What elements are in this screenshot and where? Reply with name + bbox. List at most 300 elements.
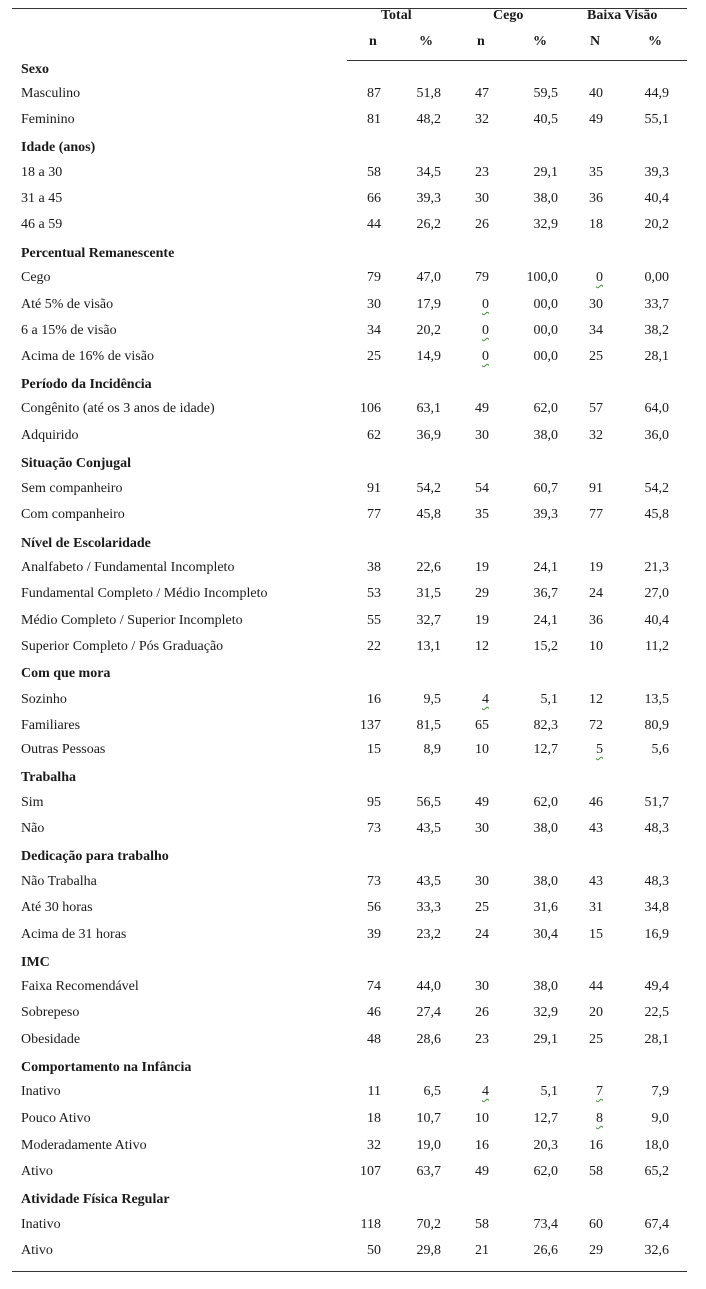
section-heading-row: [0, 62, 706, 82]
table-cell: 16,9: [644, 927, 669, 942]
table-cell: 54,2: [416, 481, 441, 496]
table-cell: 82,3: [533, 718, 558, 733]
row-label: Analfabeto / Fundamental Incompleto: [21, 560, 235, 575]
table-cell: 56,5: [416, 795, 441, 810]
table-cell: 30: [475, 821, 489, 836]
table-cell: 38: [367, 560, 381, 575]
table-cell: 65,2: [644, 1164, 669, 1179]
table-row: [0, 217, 706, 237]
table-cell: 40,4: [644, 613, 669, 628]
table-row: [0, 191, 706, 211]
table-cell: 38,0: [533, 428, 558, 443]
row-label: Inativo: [21, 1084, 61, 1099]
table-cell: 22: [367, 639, 381, 654]
section-heading-row: [0, 140, 706, 160]
table-cell: 21: [475, 1243, 489, 1258]
table-cell: 33,7: [644, 297, 669, 312]
table-cell: 25: [475, 900, 489, 915]
table-cell: 39,3: [533, 507, 558, 522]
row-label: Sozinho: [21, 692, 67, 707]
table-row: [0, 112, 706, 132]
table-cell: 9,0: [651, 1111, 669, 1126]
table-cell: 18,0: [644, 1138, 669, 1153]
table-cell: 39,3: [416, 191, 441, 206]
row-label: Adquirido: [21, 428, 79, 443]
table-cell: 30,4: [533, 927, 558, 942]
table-cell: 30: [475, 979, 489, 994]
table-row: [0, 428, 706, 448]
table-row: [0, 1164, 706, 1184]
table-cell: 63,7: [416, 1164, 441, 1179]
table-cell: 14,9: [416, 349, 441, 364]
table-cell: 10: [475, 1111, 489, 1126]
table-cell: 91: [589, 481, 603, 496]
table-cell: 26,2: [416, 217, 441, 232]
table-cell: 10: [589, 639, 603, 654]
table-cell: 29,8: [416, 1243, 441, 1258]
table-row: [0, 613, 706, 633]
section-heading: IMC: [21, 955, 50, 970]
table-cell: 45,8: [416, 507, 441, 522]
table-cell: 47,0: [416, 270, 441, 285]
table-cell: 87: [367, 86, 381, 101]
table-cell: 51,8: [416, 86, 441, 101]
table-cell: 73,4: [533, 1217, 558, 1232]
table-cell: 12,7: [533, 742, 558, 757]
row-label: Moderadamente Ativo: [21, 1138, 147, 1153]
table-cell: 36,9: [416, 428, 441, 443]
row-label: Ativo: [21, 1164, 53, 1179]
section-heading-row: [0, 770, 706, 790]
table-cell: 23: [475, 1032, 489, 1047]
table-cell: 15: [589, 927, 603, 942]
header-baixa-visao: Baixa Visão: [587, 8, 658, 23]
table-cell: 0: [482, 349, 489, 364]
table-cell: 4: [482, 692, 489, 707]
row-label: 18 a 30: [21, 165, 63, 180]
table-cell: 58: [475, 1217, 489, 1232]
table-cell: 55: [367, 613, 381, 628]
row-label: Até 5% de visão: [21, 297, 114, 312]
table-cell: 22,5: [644, 1005, 669, 1020]
table-row: [0, 1005, 706, 1025]
header-cego: Cego: [493, 8, 524, 23]
table-cell: 51,7: [644, 795, 669, 810]
table-cell: 10: [475, 742, 489, 757]
table-cell: 49: [475, 401, 489, 416]
table-cell: 43: [589, 821, 603, 836]
table-cell: 91: [367, 481, 381, 496]
row-label: Cego: [21, 270, 51, 285]
table-cell: 66: [367, 191, 381, 206]
table-row: [0, 349, 706, 369]
row-label: Superior Completo / Pós Graduação: [21, 639, 224, 654]
table-cell: 31,5: [416, 586, 441, 601]
table-cell: 38,2: [644, 323, 669, 338]
table-cell: 38,0: [533, 874, 558, 889]
table-cell: 31: [589, 900, 603, 915]
table-row: [0, 1138, 706, 1158]
row-label: Sim: [21, 795, 44, 810]
table-cell: 15: [367, 742, 381, 757]
subheader-total-n: n: [369, 34, 377, 49]
row-label: Faixa Recomendável: [21, 979, 139, 994]
table-row: [0, 795, 706, 815]
header-total: Total: [381, 8, 412, 23]
table-cell: 56: [367, 900, 381, 915]
table-cell: 44,0: [416, 979, 441, 994]
row-label: Sobrepeso: [21, 1005, 80, 1020]
table-cell: 77: [367, 507, 381, 522]
table-cell: 19: [475, 560, 489, 575]
table-row: [0, 165, 706, 185]
row-label: Com companheiro: [21, 507, 125, 522]
table-cell: 35: [475, 507, 489, 522]
table-row: [0, 927, 706, 947]
table-row: [0, 323, 706, 343]
table-cell: 29: [475, 586, 489, 601]
table-cell: 46: [589, 795, 603, 810]
table-cell: 30: [475, 191, 489, 206]
table-cell: 00,0: [533, 323, 558, 338]
table-cell: 32: [589, 428, 603, 443]
table-cell: 36,7: [533, 586, 558, 601]
table-row: [0, 401, 706, 421]
table-cell: 34,5: [416, 165, 441, 180]
table-cell: 16: [589, 1138, 603, 1153]
table-cell: 18: [367, 1111, 381, 1126]
table-cell: 39: [367, 927, 381, 942]
table-cell: 11,2: [645, 639, 669, 654]
table-cell: 43,5: [416, 821, 441, 836]
table-row: [0, 1032, 706, 1052]
table-cell: 13,1: [416, 639, 441, 654]
table-cell: 24: [589, 586, 603, 601]
section-heading-row: [0, 955, 706, 975]
table-cell: 26: [475, 217, 489, 232]
section-heading-row: [0, 849, 706, 869]
section-heading: Trabalha: [21, 770, 76, 785]
table-cell: 28,6: [416, 1032, 441, 1047]
table-cell: 48: [367, 1032, 381, 1047]
table-cell: 10,7: [416, 1111, 441, 1126]
table-cell: 81,5: [416, 718, 441, 733]
table-row: [0, 639, 706, 659]
table-cell: 70,2: [416, 1217, 441, 1232]
section-heading: Percentual Remanescente: [21, 246, 175, 261]
section-heading-row: [0, 666, 706, 686]
table-cell: 30: [589, 297, 603, 312]
table-cell: 30: [475, 428, 489, 443]
table-cell: 137: [360, 718, 381, 733]
table-cell: 30: [367, 297, 381, 312]
table-cell: 34: [589, 323, 603, 338]
row-label: Não: [21, 821, 45, 836]
table-cell: 33,3: [416, 900, 441, 915]
table-cell: 49: [475, 1164, 489, 1179]
table-cell: 81: [367, 112, 381, 127]
table-row: [0, 507, 706, 527]
row-label: Sem companheiro: [21, 481, 123, 496]
row-label: Fundamental Completo / Médio Incompleto: [21, 586, 268, 601]
table-cell: 32,6: [644, 1243, 669, 1258]
row-label: Obesidade: [21, 1032, 81, 1047]
table-cell: 36: [589, 613, 603, 628]
table-cell: 32,9: [533, 1005, 558, 1020]
table-cell: 19,0: [416, 1138, 441, 1153]
section-heading-row: [0, 246, 706, 266]
table-cell: 57: [589, 401, 603, 416]
table-cell: 19: [475, 613, 489, 628]
table-row: [0, 1111, 706, 1131]
table-cell: 0: [482, 323, 489, 338]
table-cell: 7: [596, 1084, 603, 1099]
table-cell: 34,8: [644, 900, 669, 915]
table-cell: 40,5: [533, 112, 558, 127]
table-cell: 49: [589, 112, 603, 127]
table-cell: 29,1: [533, 165, 558, 180]
table-cell: 80,9: [644, 718, 669, 733]
table-row: [0, 692, 706, 712]
table-cell: 40: [589, 86, 603, 101]
table-cell: 11: [367, 1084, 381, 1099]
table-cell: 25: [367, 349, 381, 364]
subheader-cego-pct: %: [533, 34, 547, 49]
row-label: Feminino: [21, 112, 75, 127]
table-cell: 50: [367, 1243, 381, 1258]
table-cell: 62,0: [533, 1164, 558, 1179]
row-label: Não Trabalha: [21, 874, 97, 889]
table-cell: 30: [475, 874, 489, 889]
row-label: Médio Completo / Superior Incompleto: [21, 613, 243, 628]
table-row: [0, 1217, 706, 1237]
subheader-bv-n: N: [590, 34, 601, 49]
table-cell: 23: [475, 165, 489, 180]
table-cell: 118: [360, 1217, 381, 1232]
table-cell: 16: [367, 692, 381, 707]
table-cell: 16: [475, 1138, 489, 1153]
table-cell: 5,6: [651, 742, 669, 757]
table-cell: 25: [589, 349, 603, 364]
table-cell: 22,6: [416, 560, 441, 575]
table-cell: 44,9: [644, 86, 669, 101]
table-row: [0, 270, 706, 290]
table-cell: 73: [367, 874, 381, 889]
section-heading: Situação Conjugal: [21, 456, 132, 471]
table-row: [0, 297, 706, 317]
table-cell: 8,9: [423, 742, 441, 757]
table-cell: 32: [367, 1138, 381, 1153]
table-cell: 9,5: [423, 692, 441, 707]
table-cell: 54: [475, 481, 489, 496]
table-cell: 55,1: [644, 112, 669, 127]
table-cell: 38,0: [533, 979, 558, 994]
table-cell: 79: [367, 270, 381, 285]
table-cell: 77: [589, 507, 603, 522]
section-heading: Dedicação para trabalho: [21, 849, 169, 864]
table-row: [0, 586, 706, 606]
table-cell: 12: [589, 692, 603, 707]
table-cell: 46: [367, 1005, 381, 1020]
table-cell: 23,2: [416, 927, 441, 942]
row-label: 31 a 45: [21, 191, 63, 206]
table-cell: 65: [475, 718, 489, 733]
table-top-rule: [12, 8, 687, 9]
table-cell: 48,3: [644, 874, 669, 889]
table-row: [0, 979, 706, 999]
table-cell: 62,0: [533, 795, 558, 810]
row-label: Até 30 horas: [21, 900, 93, 915]
table-row: [0, 874, 706, 894]
table-cell: 95: [367, 795, 381, 810]
subheader-total-pct: %: [419, 34, 433, 49]
row-label: 6 a 15% de visão: [21, 323, 117, 338]
table-cell: 0: [596, 270, 603, 285]
table-cell: 36: [589, 191, 603, 206]
table-cell: 13,5: [644, 692, 669, 707]
table-cell: 29,1: [533, 1032, 558, 1047]
table-cell: 24,1: [533, 613, 558, 628]
table-row: [0, 900, 706, 920]
table-cell: 15,2: [533, 639, 558, 654]
table-cell: 38,0: [533, 821, 558, 836]
row-label: Masculino: [21, 86, 81, 101]
section-heading: Atividade Física Regular: [21, 1192, 170, 1207]
table-cell: 39,3: [644, 165, 669, 180]
table-cell: 44: [367, 217, 381, 232]
table-row: [0, 86, 706, 106]
table-cell: 21,3: [644, 560, 669, 575]
table-cell: 60: [589, 1217, 603, 1232]
table-cell: 28,1: [644, 349, 669, 364]
section-heading: Sexo: [21, 62, 49, 77]
table-cell: 63,1: [416, 401, 441, 416]
section-heading-row: [0, 456, 706, 476]
table-cell: 20: [589, 1005, 603, 1020]
table-cell: 26: [475, 1005, 489, 1020]
table-cell: 5: [596, 742, 603, 757]
table-cell: 24: [475, 927, 489, 942]
table-cell: 60,7: [533, 481, 558, 496]
table-cell: 79: [475, 270, 489, 285]
row-label: Familiares: [21, 718, 81, 733]
table-cell: 32,9: [533, 217, 558, 232]
section-heading: Comportamento na Infância: [21, 1060, 192, 1075]
table-cell: 00,0: [533, 297, 558, 312]
table-cell: 59,5: [533, 86, 558, 101]
table-cell: 48,2: [416, 112, 441, 127]
table-cell: 29: [589, 1243, 603, 1258]
table-cell: 8: [596, 1111, 603, 1126]
table-cell: 5,1: [540, 1084, 558, 1099]
table-row: [0, 481, 706, 501]
subheader-cego-n: n: [477, 34, 485, 49]
table-cell: 53: [367, 586, 381, 601]
row-label: Pouco Ativo: [21, 1111, 91, 1126]
table-cell: 100,0: [526, 270, 558, 285]
table-cell: 45,8: [644, 507, 669, 522]
table-cell: 49: [475, 795, 489, 810]
table-cell: 25: [589, 1032, 603, 1047]
table-cell: 49,4: [644, 979, 669, 994]
table-cell: 62: [367, 428, 381, 443]
table-cell: 62,0: [533, 401, 558, 416]
table-cell: 72: [589, 718, 603, 733]
row-label: Inativo: [21, 1217, 61, 1232]
table-cell: 43: [589, 874, 603, 889]
table-bottom-rule: [12, 1271, 687, 1272]
table-cell: 4: [482, 1084, 489, 1099]
table-cell: 107: [360, 1164, 381, 1179]
table-cell: 20,3: [533, 1138, 558, 1153]
table-cell: 27,0: [644, 586, 669, 601]
table-cell: 35: [589, 165, 603, 180]
table-row: [0, 1243, 706, 1263]
table-cell: 26,6: [533, 1243, 558, 1258]
table-cell: 44: [589, 979, 603, 994]
row-label: Congênito (até os 3 anos de idade): [21, 401, 215, 416]
table-row: [0, 742, 706, 762]
table-cell: 32: [475, 112, 489, 127]
table-cell: 24,1: [533, 560, 558, 575]
table-row: [0, 821, 706, 841]
table-cell: 58: [367, 165, 381, 180]
table-cell: 34: [367, 323, 381, 338]
table-cell: 38,0: [533, 191, 558, 206]
row-label: Acima de 16% de visão: [21, 349, 154, 364]
table-cell: 00,0: [533, 349, 558, 364]
table-cell: 64,0: [644, 401, 669, 416]
table-cell: 40,4: [644, 191, 669, 206]
table-cell: 32,7: [416, 613, 441, 628]
section-heading: Nível de Escolaridade: [21, 536, 151, 551]
table-cell: 7,9: [651, 1084, 669, 1099]
table-cell: 20,2: [644, 217, 669, 232]
table-cell: 17,9: [416, 297, 441, 312]
table-row: [0, 560, 706, 580]
table-row: [0, 718, 706, 738]
table-cell: 12: [475, 639, 489, 654]
section-heading-row: [0, 1192, 706, 1212]
table-cell: 31,6: [533, 900, 558, 915]
table-cell: 36,0: [644, 428, 669, 443]
section-heading: Período da Incidência: [21, 377, 152, 392]
table-cell: 19: [589, 560, 603, 575]
table-cell: 67,4: [644, 1217, 669, 1232]
section-heading: Idade (anos): [21, 140, 96, 155]
section-heading-row: [0, 1060, 706, 1080]
subheader-bv-pct: %: [648, 34, 662, 49]
table-cell: 6,5: [423, 1084, 441, 1099]
table-cell: 106: [360, 401, 381, 416]
section-heading-row: [0, 377, 706, 397]
table-cell: 20,2: [416, 323, 441, 338]
table-cell: 12,7: [533, 1111, 558, 1126]
table-cell: 27,4: [416, 1005, 441, 1020]
row-label: Outras Pessoas: [21, 742, 106, 757]
row-label: Ativo: [21, 1243, 53, 1258]
table-cell: 0,00: [644, 270, 669, 285]
row-label: 46 a 59: [21, 217, 63, 232]
table-cell: 28,1: [644, 1032, 669, 1047]
section-heading: Com que mora: [21, 666, 111, 681]
table-cell: 5,1: [540, 692, 558, 707]
table-cell: 54,2: [644, 481, 669, 496]
table-cell: 73: [367, 821, 381, 836]
header-rule: [347, 60, 687, 61]
table-cell: 58: [589, 1164, 603, 1179]
table-cell: 74: [367, 979, 381, 994]
